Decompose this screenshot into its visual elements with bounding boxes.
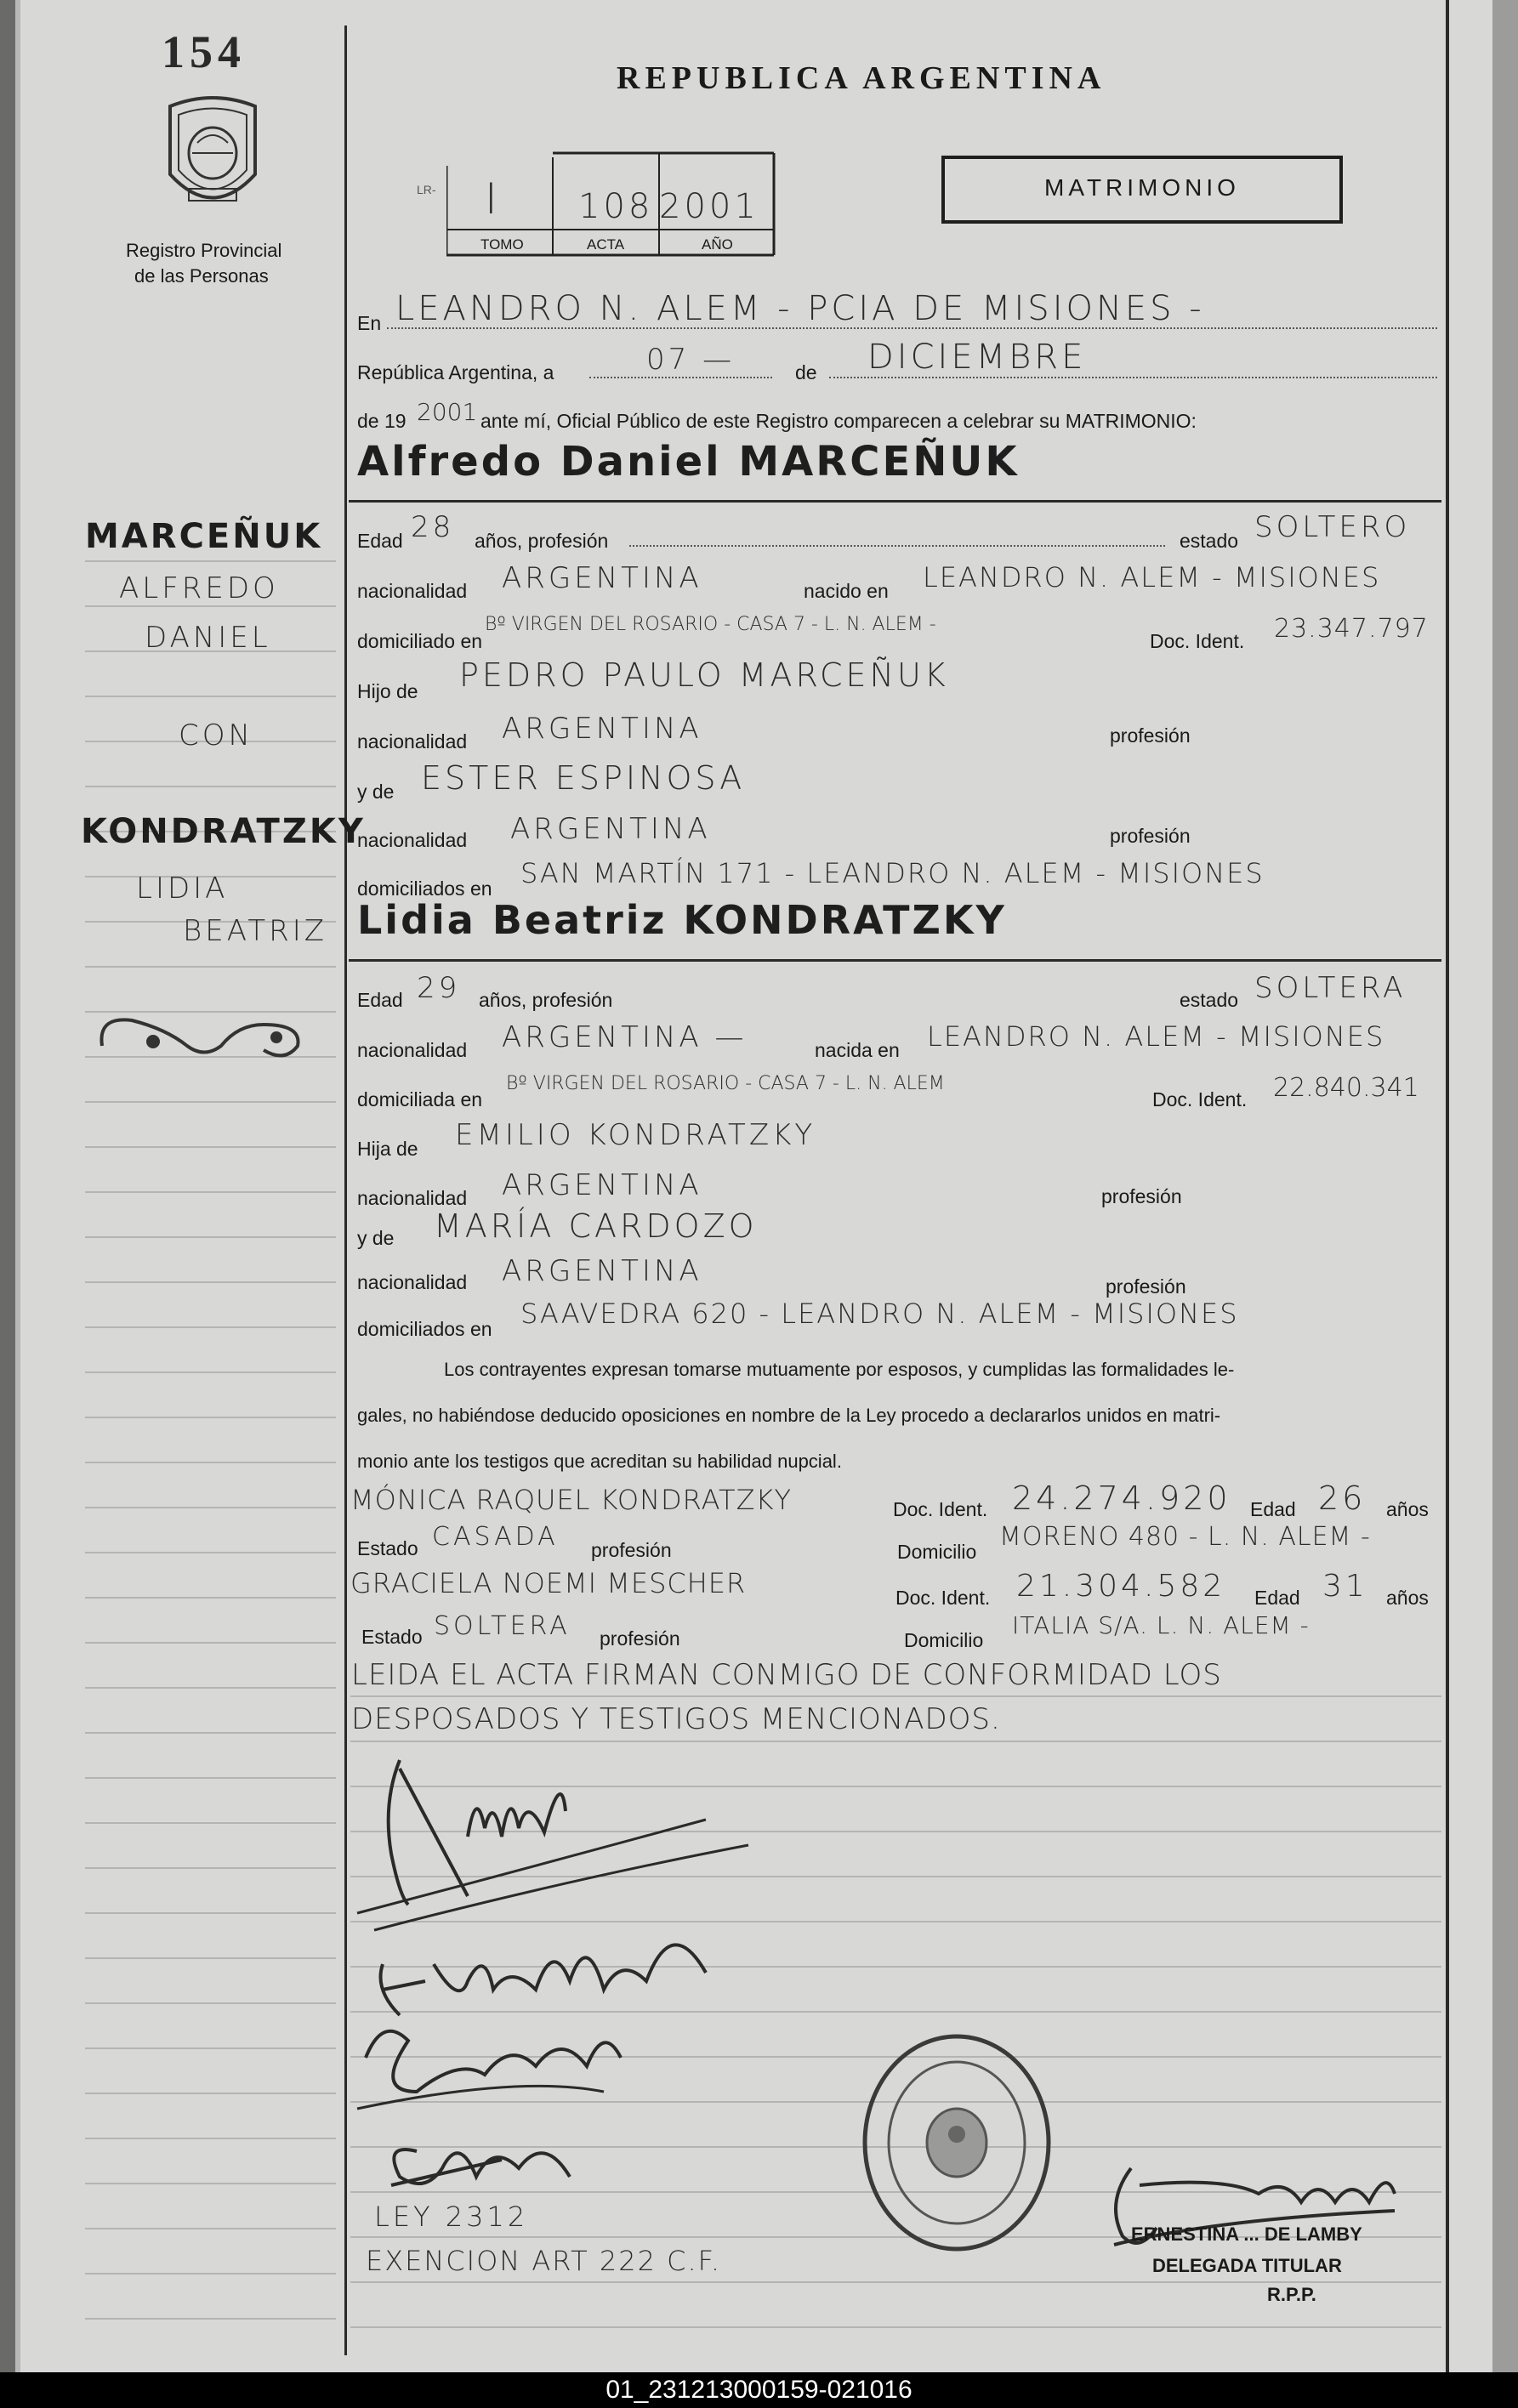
witness-2-doc: 21.304.582 [1016, 1569, 1226, 1604]
provincial-seal-icon [153, 94, 272, 221]
bride-estado-label: estado [1180, 989, 1239, 1011]
groom-dom-label: domiciliado en [357, 630, 483, 652]
witness-1-estado: CASADA [432, 1522, 559, 1552]
groom-edad-label: Edad [357, 530, 403, 552]
bride-parents-dom: SAAVEDRA 620 - LEANDRO N. ALEM - MISIONES [520, 1298, 1239, 1330]
footer-exencion: EXENCION ART 222 C.F. [366, 2245, 722, 2277]
witness-2-prof-label: profesión [600, 1627, 680, 1650]
ano-label: AÑO [702, 236, 733, 253]
groom-nacido-label: nacido en [804, 580, 889, 602]
month-value: DICIEMBRE [867, 338, 1087, 377]
year-prefix: de 19 [357, 410, 407, 432]
registry-line-1: Registro Provincial [126, 240, 282, 261]
witness-1-prof-label: profesión [591, 1539, 672, 1561]
witness-2-estado-label: Estado [361, 1626, 423, 1648]
witness-1-anos-label: años [1386, 1498, 1429, 1520]
ano-value: 2001 [659, 187, 759, 226]
bride-father-nac: ARGENTINA [502, 1168, 702, 1202]
bride-mother-nac: ARGENTINA [502, 1254, 702, 1288]
de-label: de [795, 361, 817, 383]
official-stamp-icon [859, 2032, 1055, 2253]
bride-edad: 29 [417, 971, 461, 1005]
country-title: REPUBLICA ARGENTINA [617, 60, 1106, 96]
groom-full-name: Alfredo Daniel MARCEÑUK [357, 438, 1020, 486]
witness-2-estado: SOLTERA [434, 1611, 571, 1641]
bride-parents-dom-label: domiciliados en [357, 1318, 492, 1340]
column-divider [344, 26, 347, 2355]
margin-groom-surname: MARCEÑUK [85, 517, 323, 556]
groom-estado-label: estado [1180, 530, 1239, 552]
bride-anos-profesion: años, profesión [479, 989, 613, 1011]
margin-flourish-icon [94, 999, 315, 1067]
bride-doc: 22.840.341 [1273, 1073, 1419, 1103]
bride-dom: Bº VIRGEN DEL ROSARIO - CASA 7 - L. N. ALEM [506, 1073, 945, 1094]
margin-bride-given2: BEATRIZ [183, 914, 328, 948]
bride-estado: SOLTERA [1254, 971, 1407, 1005]
day-value: 07 — [646, 343, 736, 377]
witness-2-dom-label: Domicilio [904, 1629, 984, 1651]
bride-father: EMILIO KONDRATZKY [455, 1118, 816, 1152]
groom-anos-profesion: años, profesión [475, 530, 609, 552]
margin-bride-given1: LIDIA [136, 872, 229, 906]
witness-1-name: MÓNICA RAQUEL KONDRATZKY [350, 1484, 793, 1516]
bride-nacida-label: nacida en [815, 1039, 900, 1061]
groom-father-nac-label: nacionalidad [357, 730, 468, 752]
witness-1-edad: 26 [1318, 1479, 1367, 1517]
signatures [349, 1735, 1284, 2211]
groom-parents-dom-label: domiciliados en [357, 877, 492, 900]
bride-doc-label: Doc. Ident. [1152, 1088, 1248, 1110]
formal-line-2: gales, no habiéndose deducido oposiciones en nombre de la Ley procedo a declararlos unidos en matri- [357, 1405, 1221, 1426]
groom-yde-label: y de [357, 781, 395, 803]
footer-ley: LEY 2312 [374, 2201, 529, 2233]
acta-label: ACTA [587, 236, 625, 253]
witness-2-doc-label: Doc. Ident. [895, 1587, 991, 1609]
groom-nac: ARGENTINA [502, 561, 702, 595]
margin-mark: LR- [417, 183, 436, 196]
bride-full-name: Lidia Beatriz KONDRATZKY [357, 897, 1007, 943]
margin-con: CON [179, 718, 253, 752]
bride-dom-label: domiciliada en [357, 1088, 483, 1110]
officer-role: DELEGADA TITULAR [1152, 2255, 1342, 2276]
margin-bride-surname: KONDRATZKY [81, 812, 366, 851]
page-number: 154 [162, 26, 246, 77]
witness-1-dom: MORENO 480 - L. N. ALEM - [999, 1522, 1371, 1552]
witness-2-name: GRACIELA NOEMI MESCHER [350, 1567, 747, 1599]
doc-type-label: MATRIMONIO [1044, 174, 1240, 201]
groom-parents-dom: SAN MARTÍN 171 - LEANDRO N. ALEM - MISIONES [520, 857, 1265, 889]
bride-mother: MARÍA CARDOZO [434, 1207, 758, 1245]
bride-father-nac-label: nacionalidad [357, 1187, 468, 1209]
margin-groom-given2: DANIEL [145, 621, 271, 655]
closing-line-1: LEIDA EL ACTA FIRMAN CONMIGO DE CONFORMIDAD LOS [351, 1658, 1222, 1692]
bride-mother-nac-label: nacionalidad [357, 1271, 468, 1293]
groom-estado: SOLTERO [1254, 510, 1411, 544]
bride-nac-label: nacionalidad [357, 1039, 468, 1061]
acta-value: 108 [578, 187, 654, 226]
groom-father-prof-label: profesión [1110, 724, 1191, 747]
tomo-label: TOMO [480, 236, 524, 253]
tomo-value: I [485, 174, 501, 224]
en-label: En [357, 312, 382, 334]
bride-mother-prof-label: profesión [1106, 1275, 1186, 1298]
bride-nac: ARGENTINA — [502, 1020, 748, 1054]
witness-1-edad-label: Edad [1250, 1498, 1296, 1520]
witness-2-edad-label: Edad [1254, 1587, 1300, 1609]
republica-label: República Argentina, a [357, 361, 554, 383]
groom-nac-label: nacionalidad [357, 580, 468, 602]
bride-nacida: LEANDRO N. ALEM - MISIONES [927, 1020, 1385, 1053]
witness-1-doc: 24.274.920 [1012, 1479, 1231, 1517]
groom-mother-prof-label: profesión [1110, 825, 1191, 847]
groom-hijo-label: Hijo de [357, 680, 418, 702]
officer-org: R.P.P. [1267, 2284, 1316, 2305]
groom-father-nac: ARGENTINA [502, 712, 702, 746]
groom-nacido: LEANDRO N. ALEM - MISIONES [923, 561, 1381, 593]
registry-line-2: de las Personas [134, 265, 269, 287]
groom-edad: 28 [411, 510, 455, 544]
witness-2-dom: ITALIA S/A. L. N. ALEM - [1012, 1611, 1310, 1639]
formal-line-1: Los contrayentes expresan tomarse mutuamente por esposos, y cumplidas las formalidades le- [444, 1359, 1235, 1380]
statement: ante mí, Oficial Público de este Registro comparecen a celebrar su MATRIMONIO: [480, 410, 1197, 432]
witness-1-doc-label: Doc. Ident. [893, 1498, 988, 1520]
year-value: 2001 [417, 398, 478, 426]
formal-line-3: monio ante los testigos que acreditan su habilidad nupcial. [357, 1451, 842, 1472]
groom-mother: ESTER ESPINOSA [421, 759, 746, 797]
caption-bar: 01_231213000159-021016 [0, 2372, 1518, 2408]
officer-name: ERNESTINA ... DE LAMBY [1131, 2223, 1362, 2245]
witness-2-anos-label: años [1386, 1587, 1429, 1609]
closing-line-2: DESPOSADOS Y TESTIGOS MENCIONADOS. [351, 1702, 1001, 1736]
groom-doc-label: Doc. Ident. [1150, 630, 1245, 652]
groom-dom: Bº VIRGEN DEL ROSARIO - CASA 7 - L. N. ALEM - [485, 614, 936, 635]
groom-mother-nac-label: nacionalidad [357, 829, 468, 851]
witness-1-estado-label: Estado [357, 1537, 418, 1559]
place-value: LEANDRO N. ALEM - PCIA DE MISIONES - [395, 289, 1205, 328]
groom-mother-nac: ARGENTINA [510, 812, 711, 846]
witness-1-dom-label: Domicilio [897, 1541, 977, 1563]
bride-hija-label: Hija de [357, 1138, 418, 1160]
witness-2-edad: 31 [1322, 1569, 1368, 1604]
bride-yde-label: y de [357, 1227, 395, 1249]
groom-father: PEDRO PAULO MARCEÑUK [459, 656, 949, 694]
bride-edad-label: Edad [357, 989, 403, 1011]
margin-groom-given1: ALFREDO [119, 571, 279, 605]
groom-doc: 23.347.797 [1274, 614, 1429, 644]
bride-father-prof-label: profesión [1101, 1185, 1182, 1207]
